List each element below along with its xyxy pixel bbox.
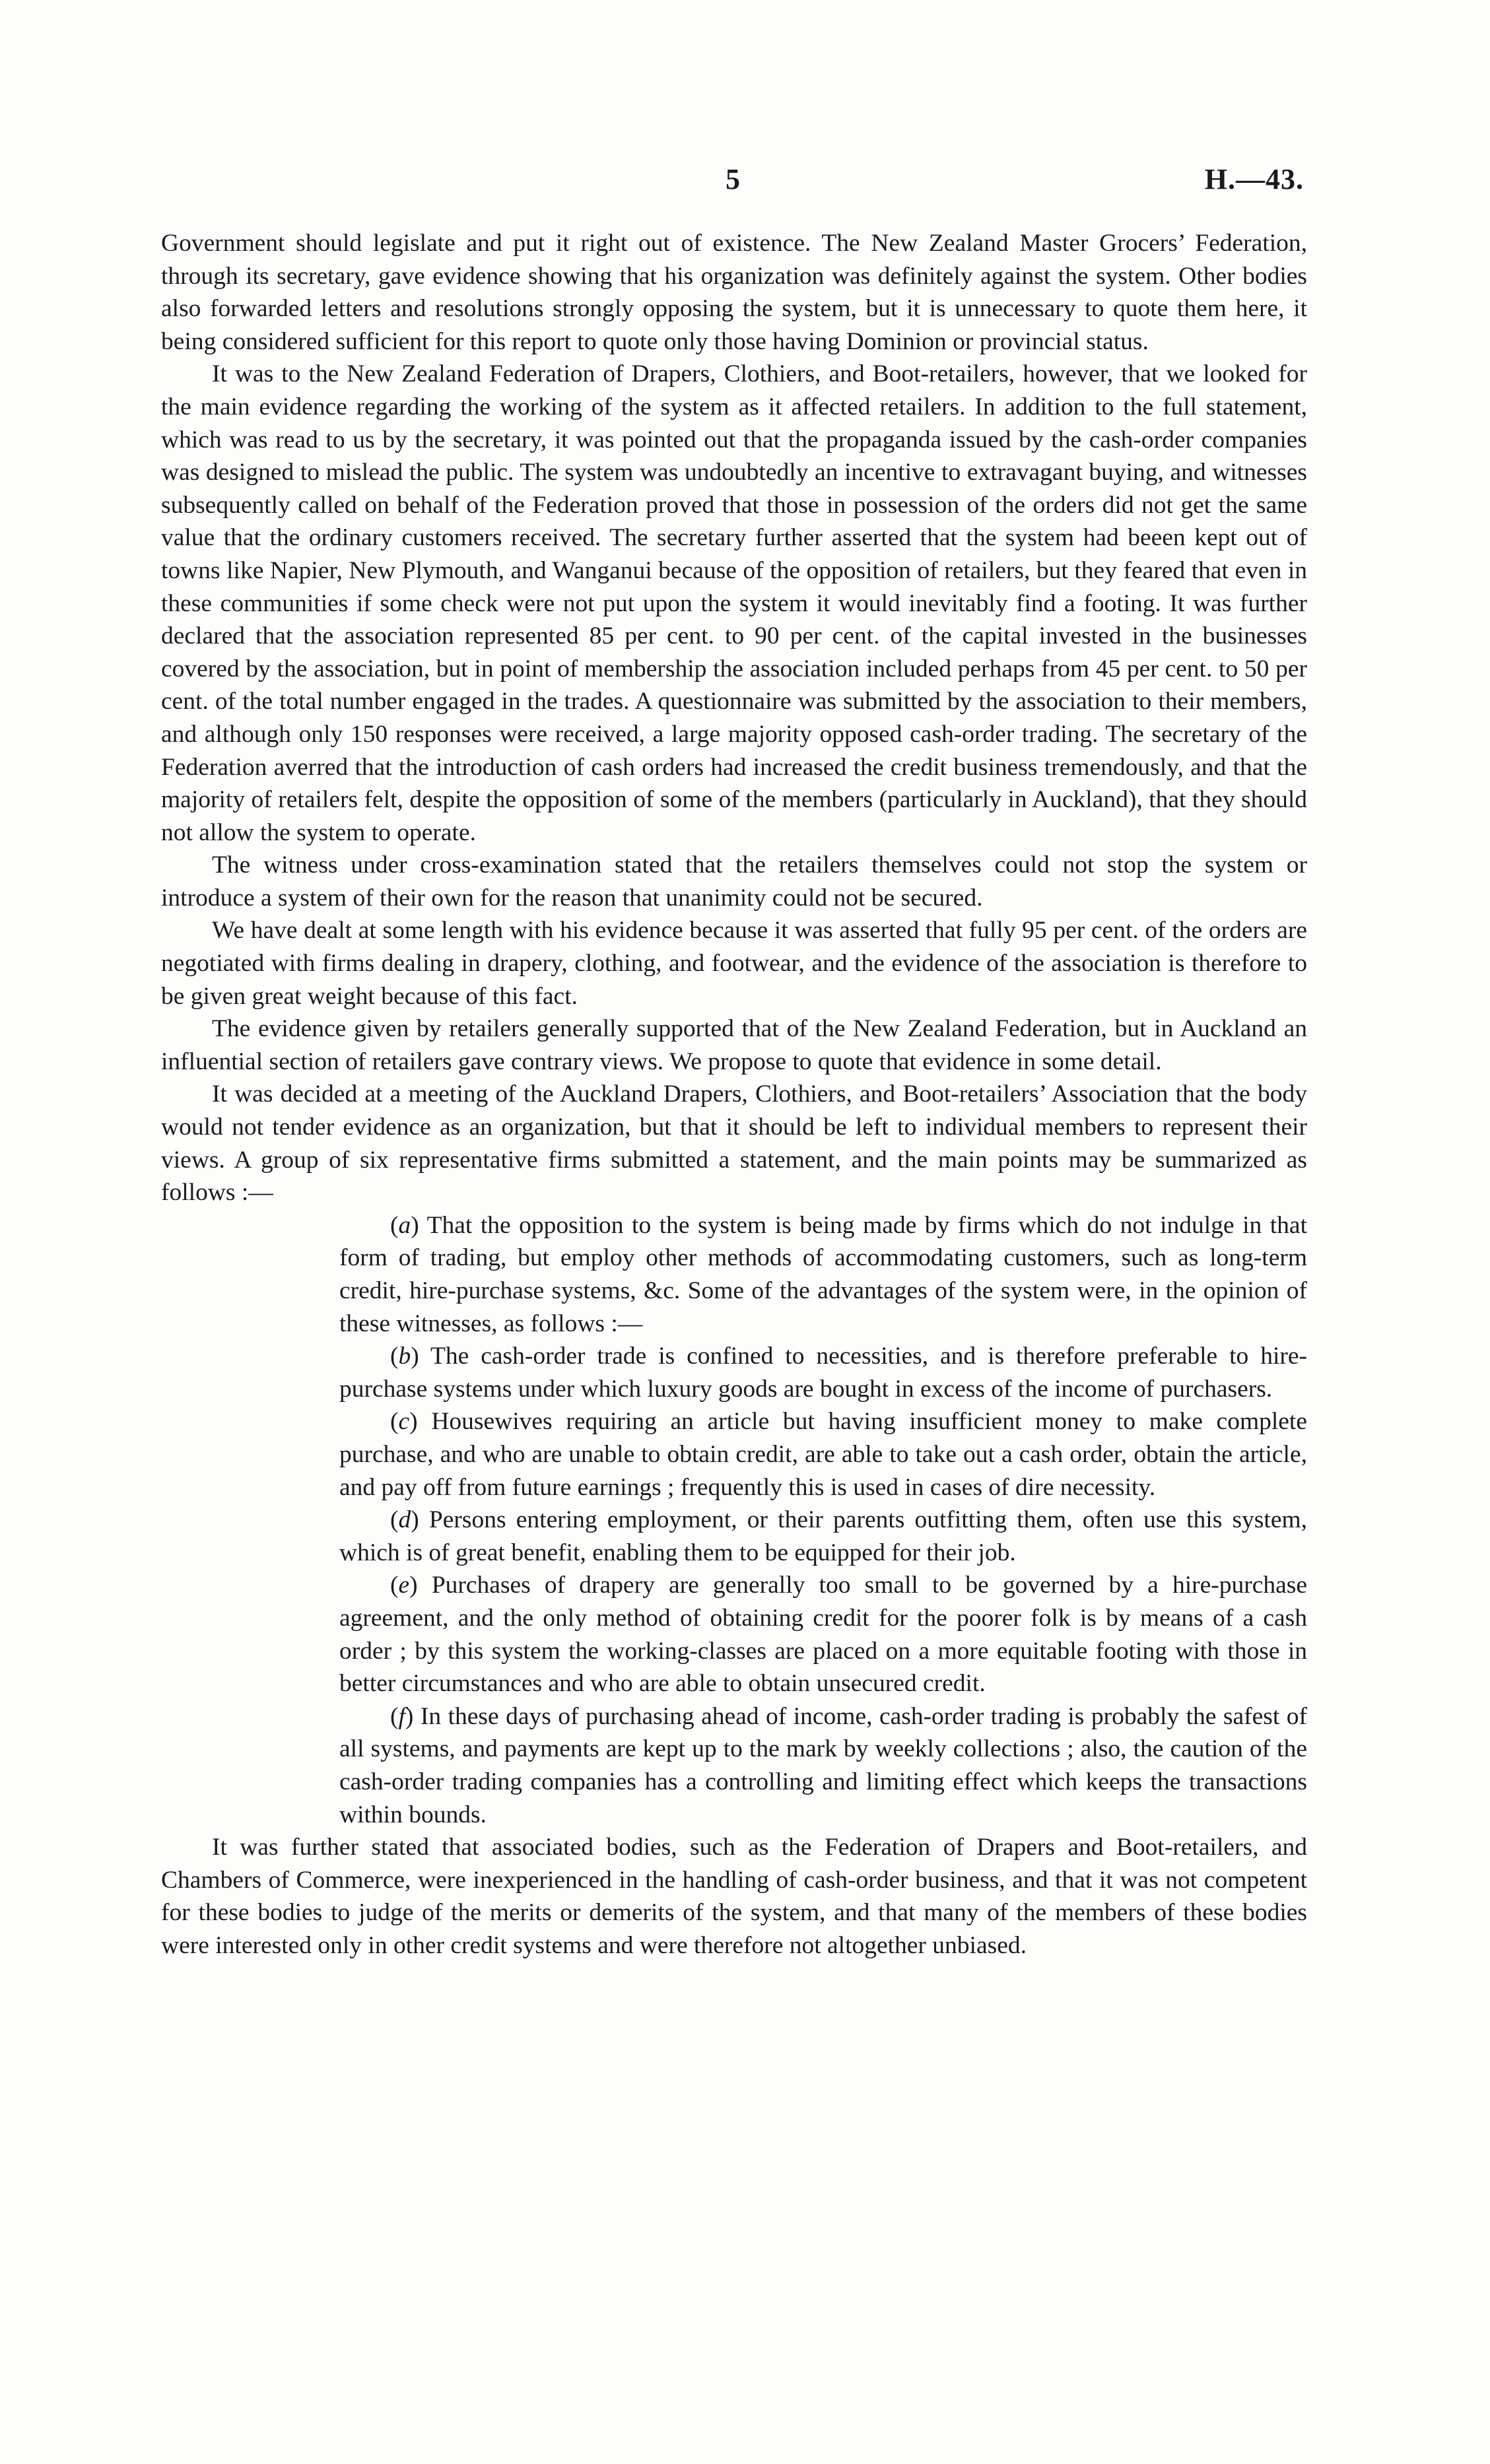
list-item-text: Persons entering employment, or their parents outfitting them, often use this system, which is of great benefit, enabling them to be equipped for their job. [339,1506,1308,1566]
paragraph-cross-examination: The witness under cross-examination stated that the retailers themselves could not stop the system or introduce a system of their own for the reason that unanimity could not be secured. [161,851,1307,912]
list-marker: (d) [390,1506,419,1534]
paragraph-95-per-cent: We have dealt at some length with his evidence because it was asserted that fully 95 per cent. of the orders are negotiated with firms dealing in drapery, clothing, and footwear, and the evidence of the association is therefore to be given great weight because of this fact. [161,917,1307,1010]
body-text [161,227,1307,1962]
paragraph-federation-evidence: It was to the New Zealand Federation of Drapers, Clothiers, and Boot-retailers, however, that we looked for the main evidence regarding the working of the system as it affected retailers. In addition to the full statement, which was read to us by the secretary, it was pointed out that the propaganda issued by the cash-order companies was designed to mislead the public. The system was undoubtedly an incentive to extravagant buying, and witnesses subsequently called on behalf of the Federation proved that those in possession of the orders did not get the same value that the ordinary customers received. The secretary further asserted that the system had beeen kept out of towns like Napier, New Plymouth, and Wanganui because of the opposition of retailers, but they feared that even in these communities if some check were not put upon the system it would inevitably find a footing. It was further declared that the association represented 85 per cent. to 90 per cent. of the capital invested in the businesses covered by the association, but in point of membership the association included perhaps from 45 per cent. to 50 per cent. of the total number engaged in the trades. A questionnaire was submitted by the association to their members, and although only 150 responses were received, a large majority opposed cash-order trading. The secretary of the Federation averred that the introduction of cash orders had increased the credit business tremendously, and that the majority of retailers felt, despite the opposition of some of the members (particularly in Auckland), that they should not allow the system to operate. [161,360,1307,846]
list-marker: (e) [390,1572,418,1599]
list-marker: (b) [390,1343,419,1370]
paragraph-closing: It was further stated that associated bodies, such as the Federation of Drapers and Boot-retailers, and Chambers of Commerce, were inexperienced in the handling of cash-order business, and that it was not competent for these bodies to judge of the merits or demerits of the system, and that many of the members of these bodies were interested only in other credit systems and were therefore not altogether unbiased. [161,1834,1307,1959]
list-item-text: Housewives requiring an article but having insufficient money to make complete purchase, and who are unable to obtain credit, are able to take out a cash order, obtain the article, and pay off from future earnings ; frequently this is used in cases of dire necessity. [339,1408,1307,1501]
paragraph-continuation: Government should legislate and put it right out of existence. The New Zealand Master Grocers’ Federation, through its secretary, gave evidence showing that his organization was definitely against the system. Other bodies also forwarded letters and resolutions strongly opposing the system, but it is unnecessary to quote them here, it being considered sufficient for this report to quote only those having Dominion or provincial status. [161,230,1307,355]
list-marker: (f) [390,1702,414,1730]
list-item [161,1405,1307,1504]
list-item [161,1504,1307,1569]
list-item-text: The cash-order trade is confined to necessities, and is therefore preferable to hire-purchase systems under which luxury goods are bought in excess of the income of purchasers. [339,1343,1307,1403]
list-marker: (a) [390,1211,419,1239]
list-item-text: That the opposition to the system is being made by firms which do not indulge in that form of trading, but employ other methods of accommodating customers, such as long-term credit, hire-purchase systems, &c. Some of the advantages of the system were, in the opinion of these witnesses, as follows :— [339,1211,1307,1337]
list-item-text: Purchases of drapery are generally too small to be governed by a hire-purchase agreement, and the only method of obtaining credit for the poorer folk is by means of a cash order ; by this system the working-classes are placed on a more equitable footing with those in better circumstances and who are able to obtain unsecured credit. [339,1572,1308,1698]
list-item [161,1700,1307,1831]
list-item [161,1569,1307,1700]
list-marker: (c) [390,1408,418,1436]
document-code: H.—43. [1204,163,1304,195]
paragraph-retailers-evidence: The evidence given by retailers generally supported that of the New Zealand Federation, but in Auckland an influential section of retailers gave contrary views. We propose to quote that evidence in some detail. [161,1015,1307,1075]
list-item [161,1340,1307,1405]
paragraph-auckland-association: It was decided at a meeting of the Auckland Drapers, Clothiers, and Boot-retailers’ Association that the body would not tender evidence as an organization, but that it should be left to individual members to represent their views. A group of six representative firms submitted a statement, and the main points may be summarized as follows :— [161,1081,1307,1207]
list-item [161,1209,1307,1340]
summary-points-list [161,1209,1307,1831]
list-item-text: In these days of purchasing ahead of income, cash-order trading is probably the safest of all systems, and payments are kept up to the mark by weekly collections ; also, the caution of the cash-order trading companies has a controlling and limiting effect which keeps the transactions within bounds. [339,1702,1308,1828]
page-number: 5 [726,163,740,195]
